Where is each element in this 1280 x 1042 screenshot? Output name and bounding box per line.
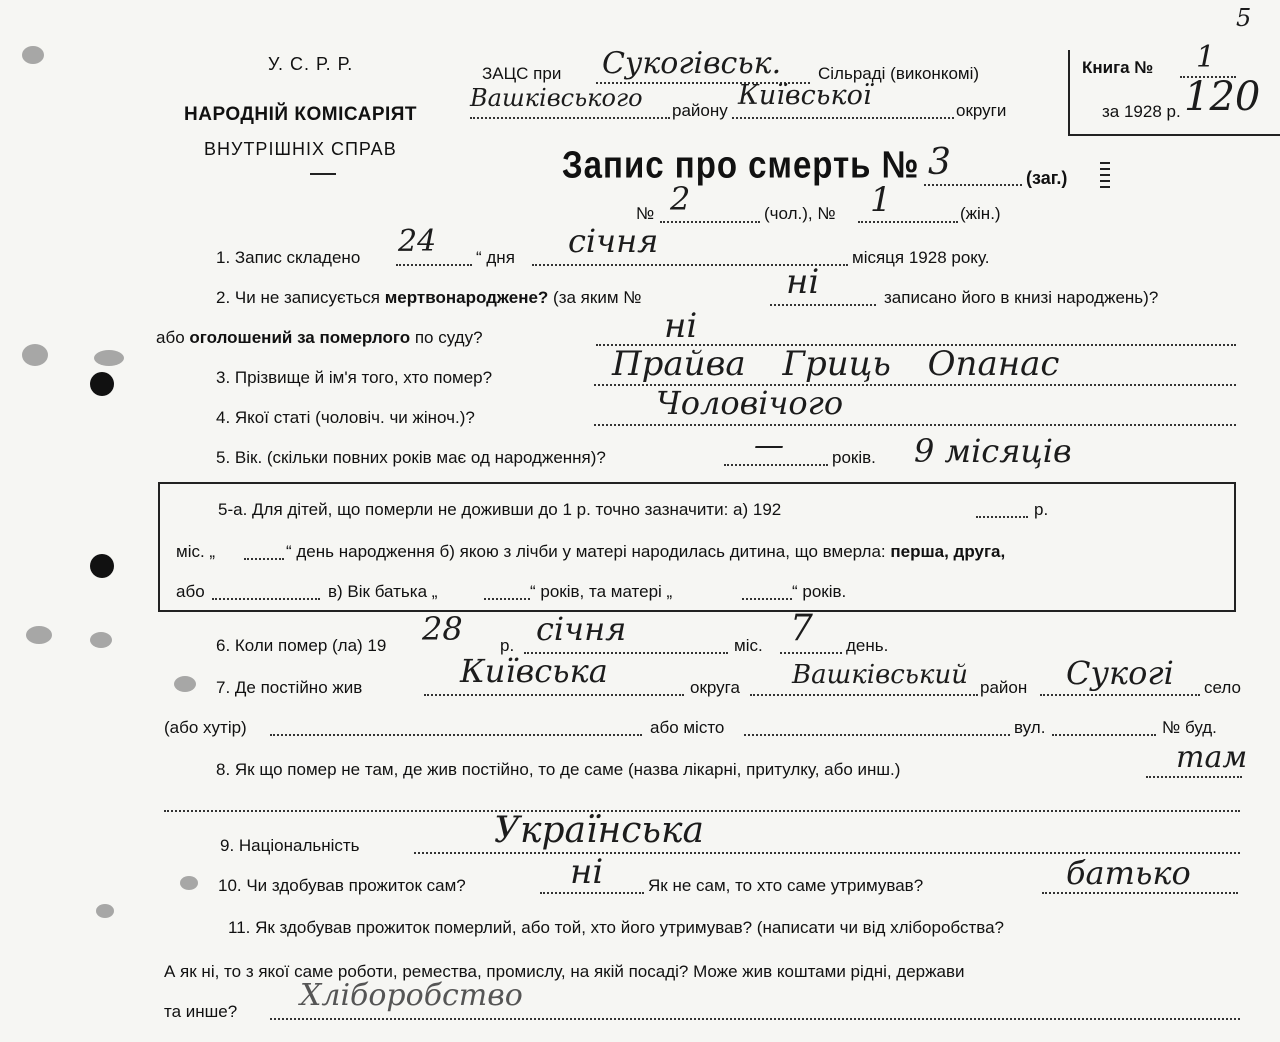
item5a-month-line [244, 558, 284, 560]
item7-selo-label: село [1204, 678, 1241, 697]
item1-day-handwritten: 24 [398, 224, 437, 259]
female-number-line [858, 221, 958, 223]
item2b-court: по суду? [414, 328, 483, 347]
male-label: (чол.), № [764, 204, 836, 223]
item7b-khutir-line [270, 734, 642, 736]
okrug-handwritten: Київської [738, 80, 872, 111]
item5a-which-child: “ день народження б) якою з лічби у матері народилась дитина, що вмерла: [286, 542, 886, 561]
item4-line [594, 424, 1236, 426]
header-internal-affairs: ВНУТРІШНІХ СПРАВ [204, 139, 397, 159]
header-ussr: У. С. Р. Р. [268, 54, 354, 74]
item7b-khutir: (або хутір) [164, 718, 247, 737]
corner-number: 5 [1236, 4, 1252, 32]
item6-day-line [780, 652, 842, 654]
item10-self-line [540, 892, 644, 894]
ink-smudge [94, 350, 124, 366]
item5-dash-handwritten: — [754, 428, 784, 463]
item7-raion-label: район [980, 678, 1028, 697]
item7-selo-handwritten: Сукогі [1066, 654, 1174, 692]
item7-raion-handwritten: Вашківський [792, 660, 968, 690]
item10-who-handwritten: батько [1066, 854, 1191, 892]
item9-handwritten: Українська [494, 810, 704, 851]
item4-handwritten: Чоловічого [656, 384, 844, 422]
female-label: (жін.) [960, 204, 1001, 223]
record-number-line [924, 184, 1022, 186]
item5a-first-second: перша, друга, [890, 542, 1006, 561]
header-commissariat: НАРОДНІЙ КОМІСАРІЯТ [184, 104, 418, 125]
item2-number-line [770, 304, 876, 306]
item5a-mother-age: “ років, та матері „ [530, 582, 673, 601]
item6-day-handwritten: 7 [790, 608, 813, 649]
item6-label: 6. Коли помер (ла) 19 [216, 636, 387, 655]
item2-which-number: (за яким № [553, 288, 642, 307]
punch-hole [90, 554, 114, 578]
item6-year-suffix: р. [500, 636, 515, 655]
item10-who-line [1042, 892, 1238, 894]
female-number-handwritten: 1 [870, 180, 892, 220]
header-dash [310, 173, 336, 175]
item2-label [216, 288, 641, 308]
item10-self-handwritten: ні [570, 852, 604, 892]
district-label: району [672, 101, 728, 120]
book-box-left [1068, 50, 1070, 136]
item2-end: записано його в книзі народжень)? [884, 288, 1159, 307]
village-handwritten: Сукогівськ. [602, 46, 782, 81]
item4-label: 4. Якої статі (чоловіч. чи жіноч.)? [216, 408, 475, 427]
item7-raion-line [750, 694, 978, 696]
item11-line2: А як ні, то з якої саме роботи, ремества, промислу, на якій посаді? Може жив коштами рідні, держави [164, 962, 965, 981]
council-label: Сільраді (виконкомі) [818, 64, 980, 83]
item7-selo-line [1040, 694, 1200, 696]
item6-year-handwritten: 28 [422, 610, 463, 648]
district-line [470, 117, 670, 119]
ink-smudge [26, 626, 52, 644]
item2b-or: або [156, 328, 185, 347]
item6-month-label: міс. [734, 636, 763, 655]
item6-month-handwritten: січня [536, 610, 627, 648]
item1-month-handwritten: січня [568, 222, 659, 260]
item5a-or: або [176, 582, 205, 601]
item5a-or-line [212, 598, 320, 600]
item5-handwritten: 9 місяців [914, 432, 1072, 470]
item5a-year-line [976, 516, 1028, 518]
ink-smudge [90, 632, 112, 648]
item5a-father-age: в) Вік батька „ [328, 582, 438, 601]
item2-text: 2. Чи не записується [216, 288, 380, 307]
item3-label: 3. Прізвище й ім'я того, хто помер? [216, 368, 493, 387]
item2b-handwritten: ні [664, 306, 698, 346]
item8-handwritten: там [1176, 740, 1248, 775]
book-year-label: за 1928 р. [1102, 102, 1181, 121]
title-suffix: (заг.) [1026, 168, 1068, 188]
item3-handwritten: Прайва Гриць Опанас [612, 344, 1060, 384]
item7-okrug-line [424, 694, 684, 696]
item1-day-line [396, 264, 472, 266]
item7b-street: вул. [1014, 718, 1046, 737]
ink-smudge [96, 904, 114, 918]
item8-line-a [1146, 776, 1242, 778]
item2b-label [156, 328, 483, 348]
number-label: № [636, 204, 655, 223]
item5a-line2 [286, 542, 1005, 562]
item7-okrug-handwritten: Київська [460, 652, 608, 690]
item8-label: 8. Як що помер не там, де жив постійно, то де саме (назва лікарні, притулку, або инш.) [216, 760, 901, 779]
item2b-declared-dead: оголошений за померлого [189, 328, 411, 347]
item5a-years-end: “ років. [792, 582, 847, 601]
item5-label: 5. Вік. (скільки повних років має од народження)? [216, 448, 606, 467]
item1-year-label: місяця 1928 року. [852, 248, 990, 267]
item1-label: 1. Запис складено [216, 248, 361, 267]
item9-label: 9. Національність [220, 836, 360, 855]
item11-handwritten: Хліборобство [300, 978, 523, 1013]
item10-who-label: Як не сам, то хто саме утримував? [648, 876, 924, 895]
okrug-line [732, 117, 954, 119]
ink-smudge [180, 876, 198, 890]
male-number-line [660, 221, 760, 223]
item2-stillborn: мертвонароджене? [384, 288, 549, 307]
item11-line3: та инше? [164, 1002, 238, 1021]
item7b-street-line [1052, 734, 1156, 736]
punch-hole [90, 372, 114, 396]
ink-smudge [174, 676, 196, 692]
form-title: Запис про смерть № [562, 143, 920, 186]
item7-label: 7. Де постійно жив [216, 678, 363, 697]
item5a-line1: 5-а. Для дітей, що померли не доживши до 1 р. точно зазначити: а) 192 [218, 500, 782, 519]
item5-years-line [724, 464, 828, 466]
book-box-bottom [1068, 134, 1280, 136]
item2-handwritten: ні [786, 262, 820, 302]
item5-years-label: років. [832, 448, 876, 467]
title-stamp-mark [1100, 162, 1110, 192]
ink-smudge [22, 46, 44, 64]
record-number-handwritten: 3 [928, 142, 951, 183]
district-handwritten: Вашківського [470, 84, 643, 112]
item1-day-label: “ дня [476, 248, 515, 267]
zags-prefix: ЗАЦС при [482, 64, 562, 83]
okrug-label: округи [956, 101, 1007, 120]
item5a-mother-line [742, 598, 792, 600]
item6-day-label: день. [846, 636, 889, 655]
male-number-handwritten: 2 [670, 180, 691, 218]
item5a-father-line [484, 598, 530, 600]
item5a-month-label: міс. „ [176, 542, 216, 561]
item11-line [270, 1018, 1240, 1020]
book-label: Книга № [1082, 58, 1154, 77]
item7b-building: № буд. [1162, 718, 1217, 737]
ink-smudge [22, 344, 48, 366]
page-number-handwritten: 120 [1184, 74, 1261, 120]
item10-label: 10. Чи здобував прожиток сам? [218, 876, 466, 895]
item11-line1: 11. Як здобував прожиток померлий, або той, хто його утримував? (написати чи від хліборобства? [228, 918, 1004, 937]
book-number-handwritten: 1 [1196, 40, 1216, 75]
item5a-line1-end: р. [1034, 500, 1049, 519]
item7b-city: або місто [650, 718, 725, 737]
item7-okrug-label: округа [690, 678, 740, 697]
item7b-city-line [744, 734, 1010, 736]
